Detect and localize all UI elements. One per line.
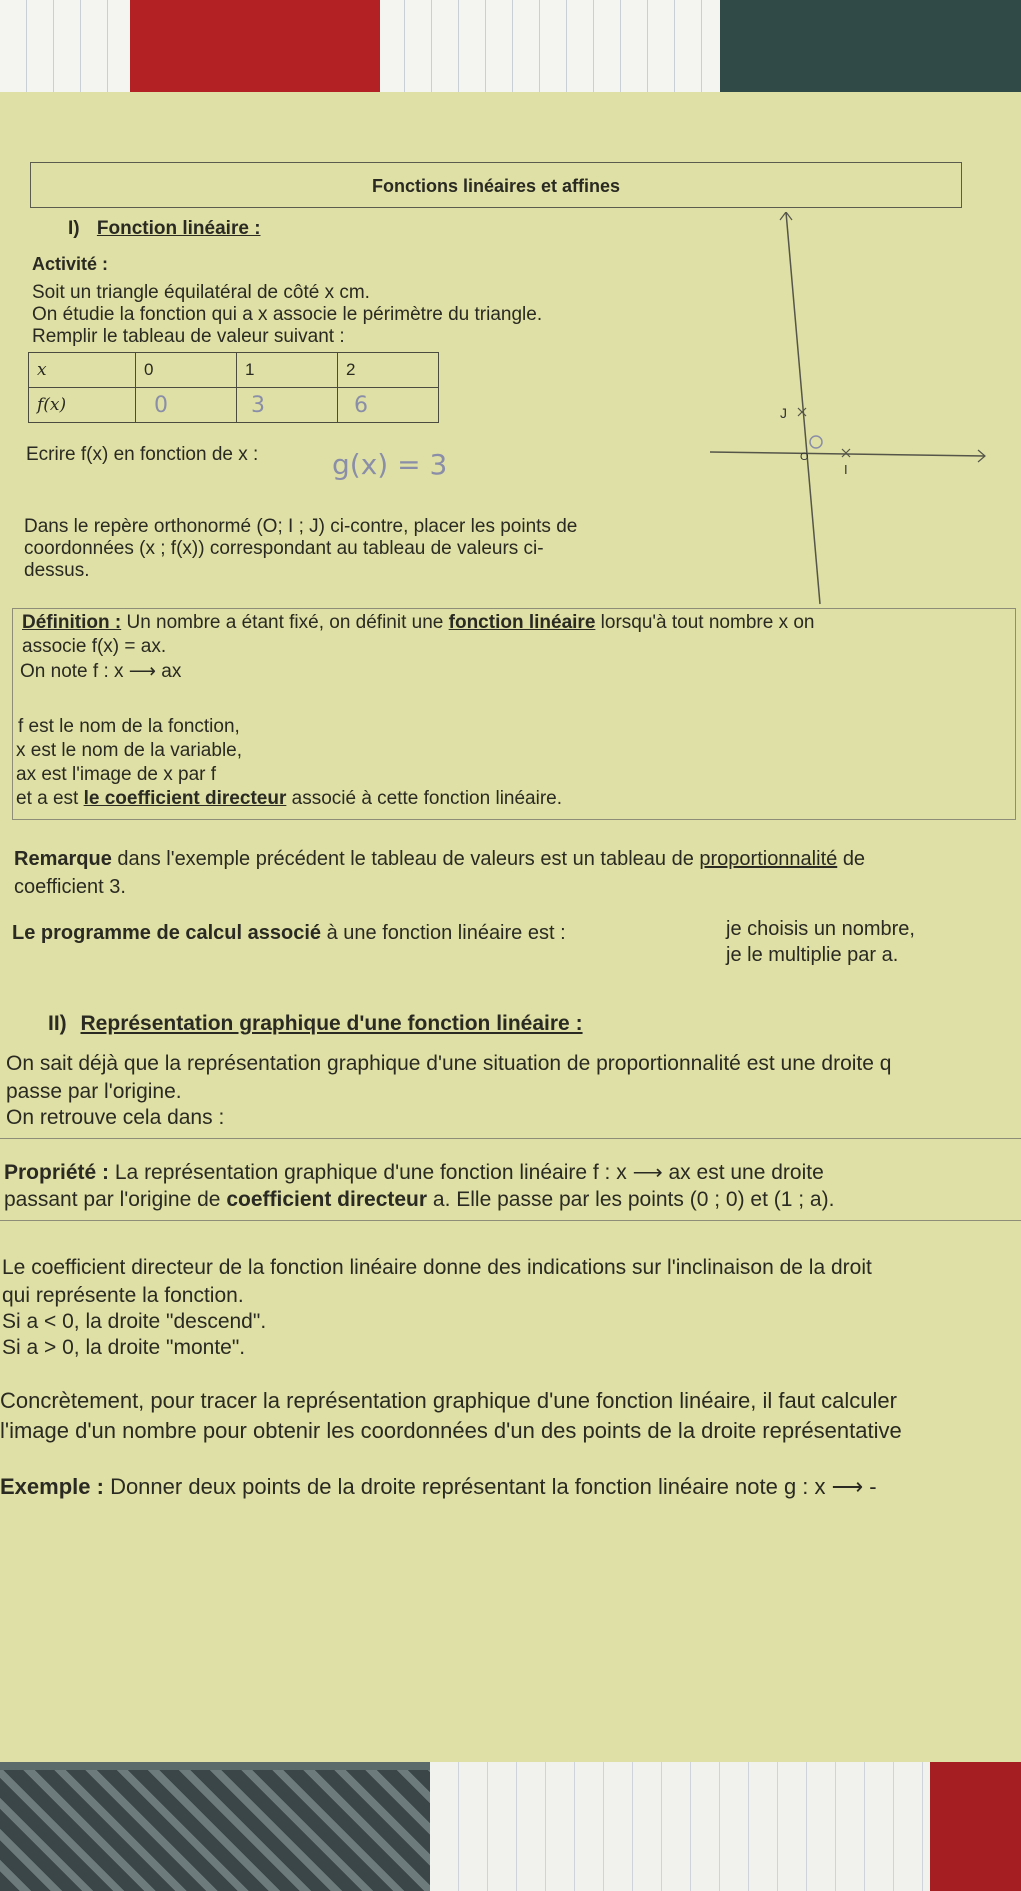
programme-step1: je choisis un nombre,: [726, 918, 915, 940]
programme-step2: je le multiplie par a.: [726, 944, 899, 966]
definition-line3: On note f : x ⟶ ax: [20, 661, 182, 682]
values-table: [28, 352, 439, 423]
section2-numeral: II): [48, 1012, 67, 1035]
propriete-top-rule: [0, 1138, 1021, 1139]
coefficient-line2: qui représente la fonction.: [2, 1284, 244, 1307]
definition-coefficient-term: le coefficient directeur: [83, 788, 287, 809]
propriete-term: coefficient directeur: [226, 1188, 428, 1211]
exemple-label: Exemple :: [0, 1474, 104, 1499]
remarque-term: proportionnalité: [699, 848, 838, 870]
remarque-text: dans l'exemple précédent le tableau de valeurs est un tableau de: [117, 848, 694, 870]
definition-line6: ax est l'image de x par f: [16, 764, 217, 785]
section2-title: Représentation graphique d'une fonction linéaire :: [80, 1012, 583, 1035]
table-row: [29, 353, 439, 388]
point-i-mark: [842, 449, 850, 457]
definition-term: fonction linéaire: [448, 612, 596, 633]
activity-line1: Soit un triangle équilatéral de côté x cm.: [32, 282, 370, 303]
concretement-line2: l'image d'un nombre pour obtenir les coordonnées d'un des points de la droite représentative: [0, 1418, 902, 1443]
label-i: I: [844, 462, 848, 477]
exemple-text: Donner deux points de la droite représentant la fonction linéaire note g : x ⟶ -: [110, 1474, 877, 1499]
table-cell-answer[interactable]: 3: [237, 388, 338, 423]
section2-line3: On retrouve cela dans :: [6, 1106, 225, 1129]
page-title: Fonctions linéaires et affines: [30, 162, 962, 208]
table-row: [29, 388, 439, 423]
definition-text2: lorsqu'à tout nombre x on: [600, 612, 815, 633]
propriete-text1: La représentation graphique d'une fonction linéaire f : x ⟶ ax est une droite: [114, 1161, 824, 1184]
activity-line3: Remplir le tableau de valeur suivant :: [32, 326, 345, 347]
section1-heading: [68, 218, 261, 240]
coefficient-line3: Si a < 0, la droite "descend".: [2, 1310, 267, 1333]
exemple-line: [0, 1474, 877, 1500]
table-cell-answer[interactable]: 0: [136, 388, 237, 423]
label-j: J: [780, 405, 787, 421]
table-cell: 1: [237, 353, 338, 388]
repere-line3: dessus.: [24, 560, 90, 581]
table-cell: 0: [136, 353, 237, 388]
propriete-bottom-rule: [0, 1220, 1021, 1221]
write-fx-prompt: Ecrire f(x) en fonction de x :: [26, 444, 259, 465]
section1-numeral: I): [68, 218, 80, 239]
section1-title: Fonction linéaire :: [96, 218, 261, 239]
coefficient-line4: Si a > 0, la droite "monte".: [2, 1336, 246, 1359]
definition-text1: Un nombre a étant fixé, on définit une: [126, 612, 444, 633]
concretement-line1: Concrètement, pour tracer la représentation graphique d'une fonction linéaire, il faut calculer: [0, 1388, 897, 1413]
programme-line: [12, 922, 566, 945]
programme-label: Le programme de calcul associé: [12, 922, 322, 944]
section2-line1: On sait déjà que la représentation graphique d'une situation de proportionnalité est une droite q: [6, 1052, 892, 1075]
table-cell: 2: [338, 353, 439, 388]
table-cell-answer[interactable]: 6: [338, 388, 439, 423]
label-o: O: [800, 451, 809, 463]
propriete-text2: passant par l'origine de: [4, 1188, 221, 1211]
propriete-line1: [4, 1160, 824, 1185]
worksheet-page: [0, 92, 1021, 1762]
section2-line2: passe par l'origine.: [6, 1080, 182, 1103]
table-header-x: x: [29, 353, 136, 388]
activity-label: Activité :: [32, 254, 109, 274]
repere-line2: coordonnées (x ; f(x)) correspondant au tableau de valeurs ci-: [24, 538, 544, 559]
repere-line1: Dans le repère orthonormé (O; I ; J) ci-contre, placer les points de: [24, 516, 578, 537]
propriete-label: Propriété :: [4, 1161, 110, 1184]
definition-label: Définition :: [22, 612, 122, 633]
handwritten-point-icon: [810, 436, 822, 448]
remarque-line2: coefficient 3.: [14, 876, 126, 898]
section2-heading: [48, 1012, 583, 1036]
table-header-fx: f(x): [29, 388, 136, 423]
definition-line7: [16, 788, 562, 810]
remarque-line1: [14, 848, 865, 871]
definition-line4: f est le nom de la fonction,: [18, 716, 240, 737]
propriete-line2: [4, 1188, 834, 1212]
activity-line2: On étudie la fonction qui a x associe le périmètre du triangle.: [32, 304, 543, 325]
remarque-tail: de: [842, 848, 866, 870]
definition-line1: [22, 612, 814, 634]
definition-line7a: et a est: [16, 788, 79, 809]
coordinate-grid: [700, 212, 1000, 612]
programme-text: à une fonction linéaire est :: [326, 922, 566, 944]
coefficient-line1: Le coefficient directeur de la fonction linéaire donne des indications sur l'inclinaison de la droit: [2, 1256, 872, 1279]
definition-line2: associe f(x) = ax.: [22, 636, 167, 657]
definition-line7c: associé à cette fonction linéaire.: [291, 788, 563, 809]
propriete-text3: a. Elle passe par les points (0 ; 0) et (1 ; a).: [432, 1188, 835, 1211]
write-fx-answer[interactable]: g(x) = 3: [332, 448, 448, 481]
y-axis: [786, 212, 820, 604]
remarque-label: Remarque: [14, 848, 112, 870]
definition-line5: x est le nom de la variable,: [16, 740, 243, 761]
point-j-mark: [798, 408, 806, 416]
